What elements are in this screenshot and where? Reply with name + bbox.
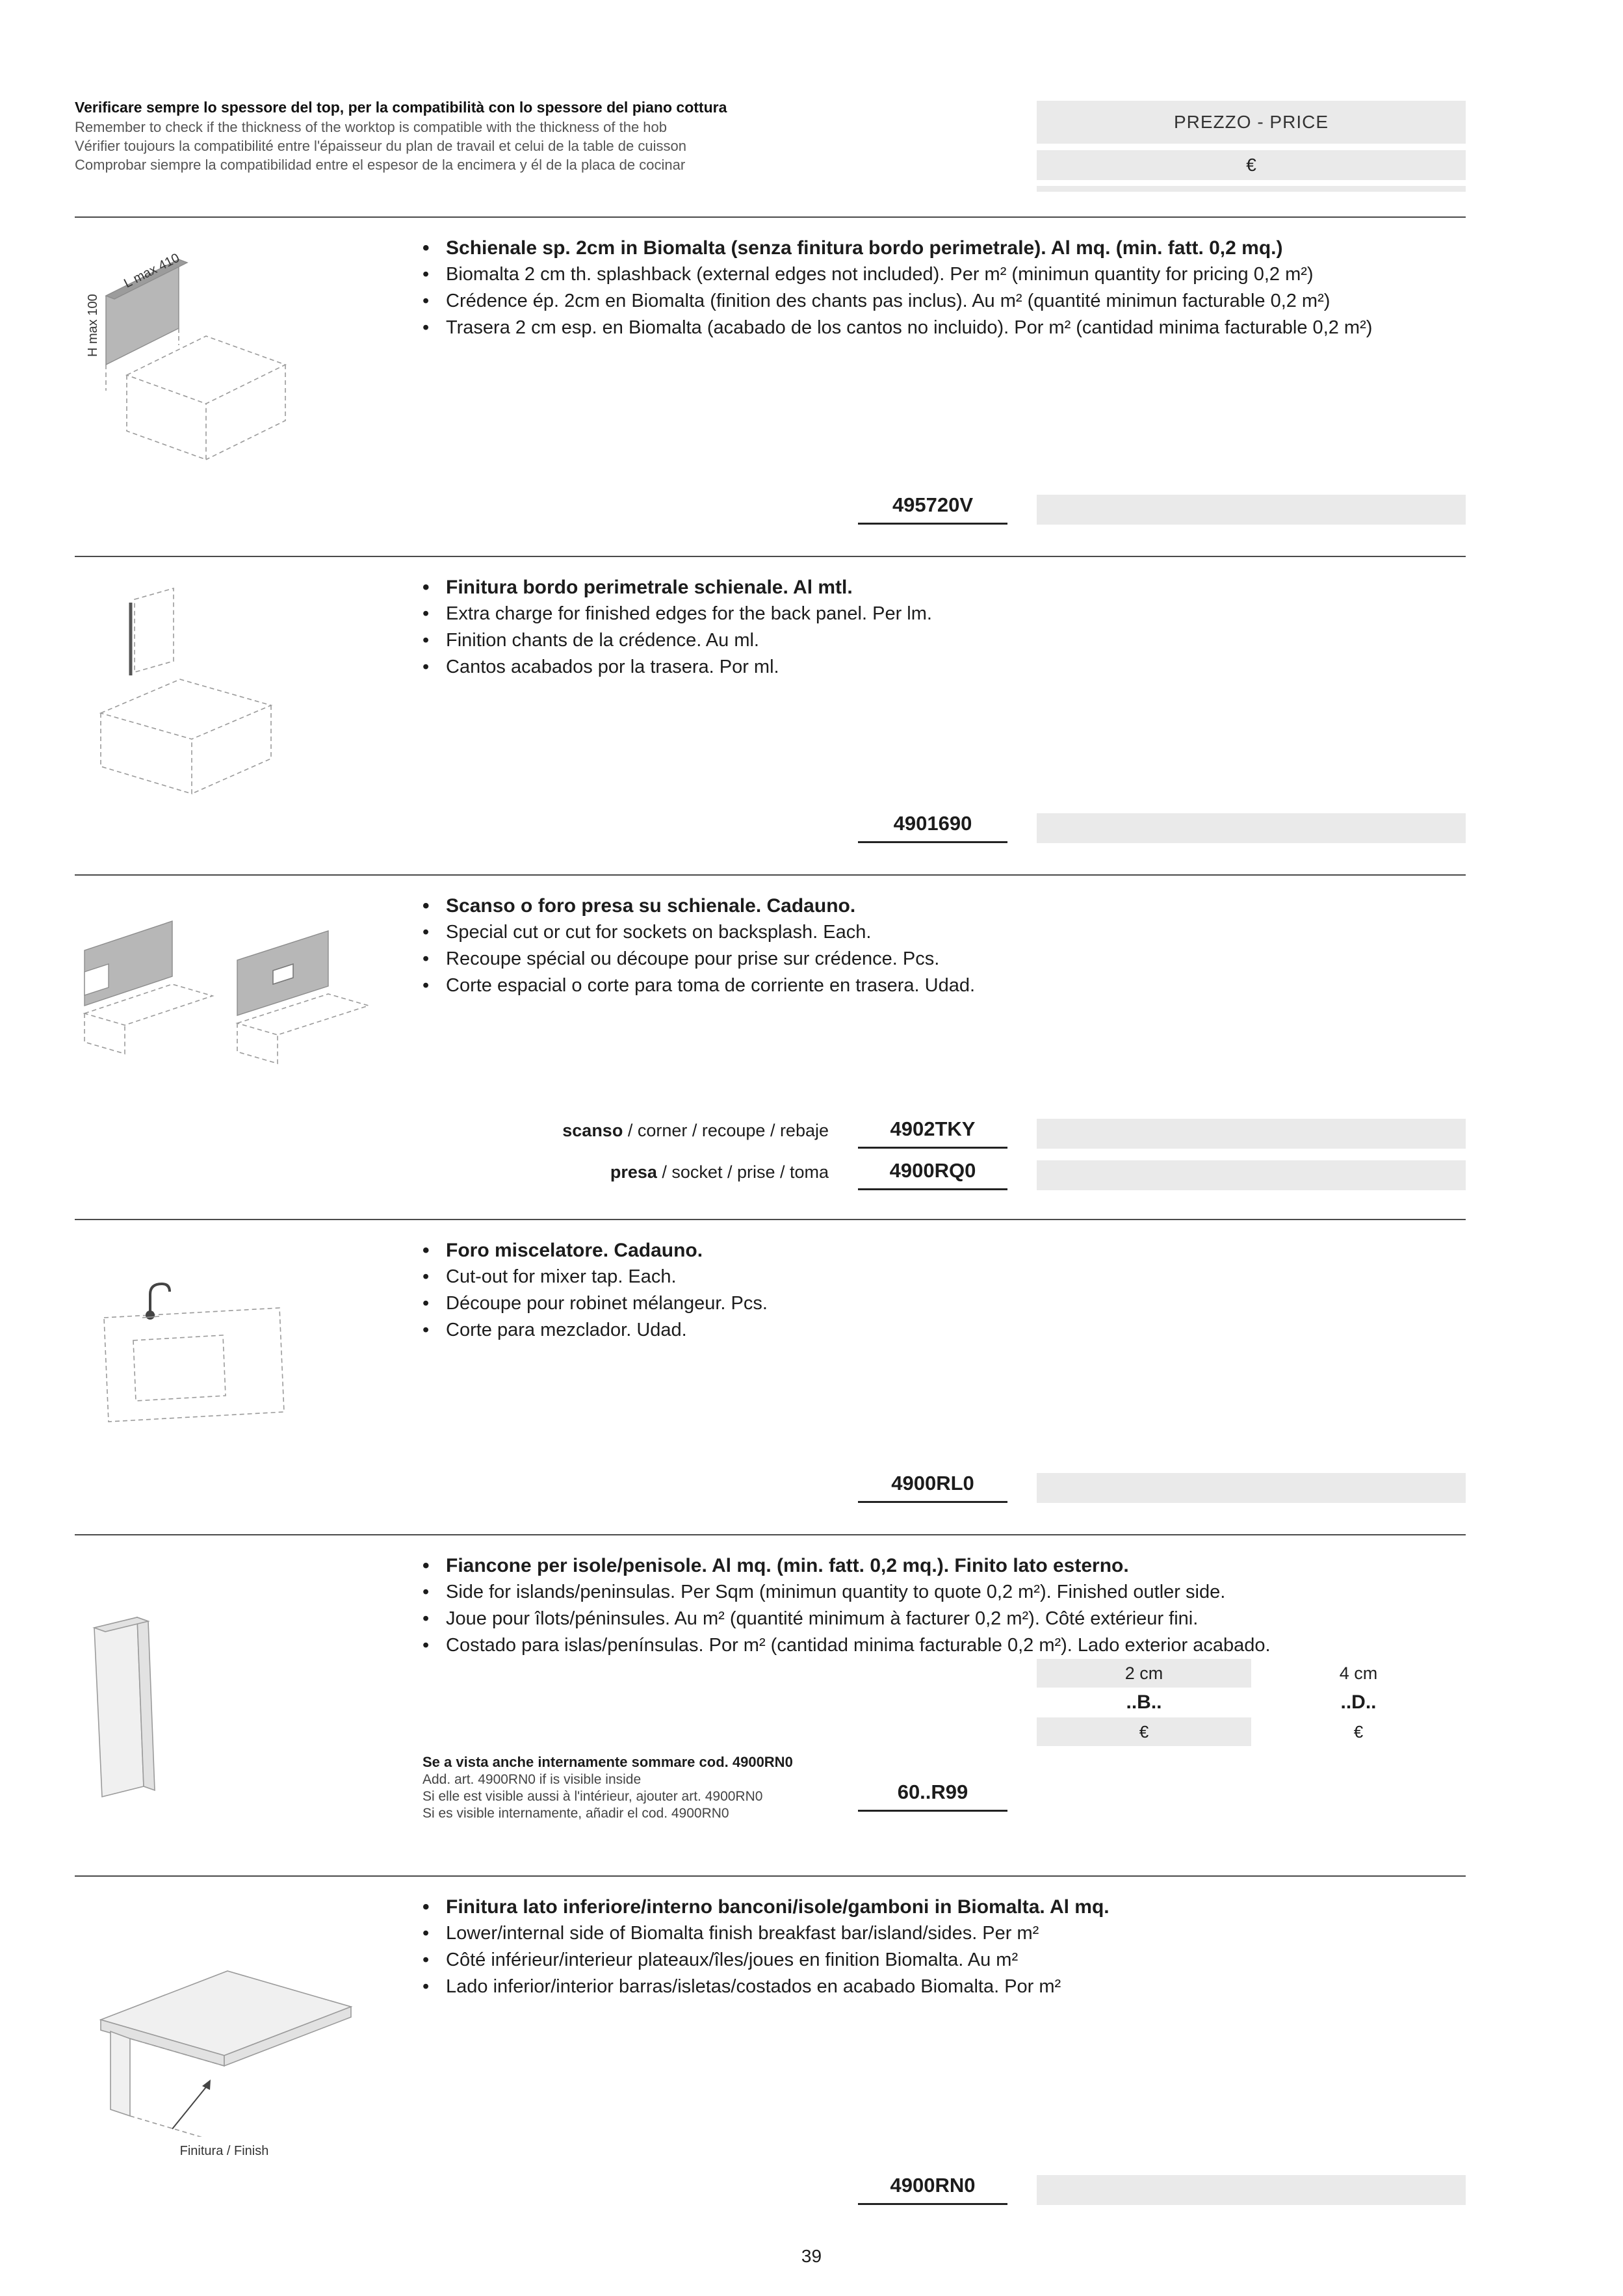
- mixer-cutout-drawing: [88, 1272, 296, 1441]
- product-code: 4900RL0: [858, 1472, 1007, 1503]
- drawing-dim-height: H max 100: [86, 294, 100, 357]
- bullet-dot: •: [422, 1608, 430, 1629]
- price-cell: [1037, 495, 1466, 525]
- code-row-label-rest: / corner / recoupe / rebaje: [623, 1121, 829, 1140]
- section-island-side-panel: [75, 1534, 1466, 1875]
- note-line-en: Add. art. 4900RN0 if is visible inside: [422, 1772, 642, 1787]
- bullet-dot: •: [422, 630, 430, 651]
- bullet-text: Trasera 2 cm esp. en Biomalta (acabado de los cantos no incluido). Por m² (cantidad minima facturable 0,2 m²): [446, 317, 1373, 338]
- code-row-label-bold: presa: [610, 1162, 657, 1182]
- bullet-item: [422, 1264, 1466, 1290]
- bullet-item: [422, 1606, 1466, 1632]
- bullet-text: Biomalta 2 cm th. splashback (external edges not included). Per m² (minimun quantity for pricing 0,2 m²): [446, 264, 1314, 285]
- bullet-dot: •: [422, 1896, 430, 1918]
- section-bullets: [422, 893, 1466, 999]
- price-column-header: [1037, 101, 1466, 192]
- bullet-text: Schienale sp. 2cm in Biomalta (senza finitura bordo perimetrale). Al mq. (min. fatt. 0,2 mq.): [446, 237, 1283, 259]
- bullet-dot: •: [422, 1582, 430, 1602]
- code-price-row: [858, 812, 1466, 843]
- bullet-item: [422, 627, 1466, 654]
- bullet-item: [422, 574, 1466, 601]
- splashback-drawing: [81, 241, 296, 462]
- bullet-item: [422, 1894, 1466, 1920]
- bullet-text: Scanso o foro presa su schienale. Cadauno.: [446, 895, 856, 917]
- bullet-text: Lado inferior/interior barras/isletas/costados en acabado Biomalta. Por m²: [446, 1976, 1061, 1997]
- bullet-item: [422, 288, 1466, 315]
- bullet-item: [422, 1237, 1466, 1264]
- bullet-item: [422, 261, 1466, 288]
- product-code: 4901690: [858, 812, 1007, 843]
- bullet-item: [422, 1947, 1466, 1974]
- code-row-label-rest: / socket / prise / toma: [656, 1162, 829, 1182]
- bullet-item: [422, 1974, 1466, 2000]
- bullet-dot: •: [422, 264, 430, 285]
- underside-finish-drawing: [75, 1948, 374, 2159]
- bullet-dot: •: [422, 1266, 430, 1287]
- inner-visible-note: [422, 1753, 890, 1822]
- code-price-row: [858, 1472, 1466, 1503]
- currency-symbol: €: [1037, 150, 1466, 180]
- bullet-item: [422, 919, 1466, 946]
- thickness-label: 4 cm: [1339, 1663, 1378, 1683]
- price-header-label: PREZZO - PRICE: [1037, 101, 1466, 144]
- bullet-item: [422, 972, 1466, 999]
- thickness-code: ..B..: [1126, 1691, 1162, 1713]
- drawing-caption: Finitura / Finish: [179, 2144, 269, 2158]
- code-price-row: [610, 1159, 1466, 1190]
- bullet-dot: •: [422, 1635, 430, 1656]
- price-cell: [1037, 1473, 1466, 1503]
- price-cell: [1037, 1119, 1466, 1149]
- warning-bold-line: Verificare sempre lo spessore del top, per la compatibilità con lo spessore del piano cottura: [75, 99, 727, 116]
- bullet-text: Foro miscelatore. Cadauno.: [446, 1240, 703, 1261]
- worktop-warning: [75, 98, 972, 174]
- bullet-dot: •: [422, 291, 430, 311]
- bullet-item: [422, 1632, 1466, 1659]
- side-panel-drawing: [75, 1600, 244, 1815]
- drawing-dim-length: L max 410: [122, 250, 182, 291]
- bullet-item: [422, 601, 1466, 627]
- bullet-text: Crédence ép. 2cm en Biomalta (finition des chants pas inclus). Au m² (quantité minimun facturable 0,2 m²): [446, 291, 1331, 311]
- code-price-row: [858, 493, 1466, 525]
- section-bullets: [422, 1237, 1466, 1344]
- product-code: 495720V: [858, 493, 1007, 525]
- section-bullets: [422, 574, 1466, 681]
- bullet-text: Finition chants de la crédence. Au ml.: [446, 630, 759, 651]
- section-socket-cut: [75, 874, 1466, 1219]
- bullet-text: Découpe pour robinet mélangeur. Pcs.: [446, 1293, 768, 1314]
- bullet-dot: •: [422, 922, 430, 943]
- code-price-row: [858, 2174, 1466, 2205]
- product-code: 60..R99: [858, 1781, 1007, 1812]
- bullet-text: Corte espacial o corte para toma de corriente en trasera. Udad.: [446, 975, 976, 996]
- bullet-item: [422, 1552, 1466, 1579]
- bullet-item: [422, 315, 1466, 341]
- bullet-text: Cut-out for mixer tap. Each.: [446, 1266, 677, 1287]
- bullet-item: [422, 654, 1466, 681]
- price-header-strip: [1037, 186, 1466, 192]
- bullet-item: [422, 1290, 1466, 1317]
- edge-finish-drawing: [75, 583, 289, 804]
- bullet-text: Lower/internal side of Biomalta finish breakfast bar/island/sides. Per m²: [446, 1923, 1039, 1944]
- bullet-text: Fiancone per isole/penisole. Al mq. (min. fatt. 0,2 mq.). Finito lato esterno.: [446, 1555, 1129, 1576]
- page-number: 39: [801, 2246, 822, 2266]
- warning-line-en: Remember to check if the thickness of the worktop is compatible with the thickness of the hob: [75, 119, 668, 135]
- section-splashback: [75, 216, 1466, 556]
- section-bullets: [422, 1552, 1466, 1659]
- bullet-dot: •: [422, 237, 430, 259]
- section-underside-finish: [75, 1875, 1466, 2231]
- price-cell: [1037, 813, 1466, 843]
- bullet-text: Cantos acabados por la trasera. Por ml.: [446, 657, 779, 677]
- thickness-currency: €: [1353, 1721, 1364, 1742]
- bullet-text: Finitura bordo perimetrale schienale. Al mtl.: [446, 577, 853, 598]
- bullet-dot: •: [422, 1320, 430, 1340]
- bullet-dot: •: [422, 317, 430, 338]
- product-code: 4900RN0: [858, 2174, 1007, 2205]
- thickness-label: 2 cm: [1037, 1659, 1251, 1688]
- bullet-text: Joue pour îlots/péninsules. Au m² (quantité minimum à facturer 0,2 m²). Côté extérieur fini.: [446, 1608, 1199, 1629]
- bullet-dot: •: [422, 1555, 430, 1576]
- bullet-dot: •: [422, 1293, 430, 1314]
- bullet-dot: •: [422, 975, 430, 996]
- code-row-label-bold: scanso: [562, 1121, 623, 1140]
- bullet-text: Costado para islas/penínsulas. Por m² (cantidad minima facturable 0,2 m²). Lado exterior acabado.: [446, 1635, 1271, 1656]
- bullet-dot: •: [422, 1976, 430, 1997]
- bullet-text: Corte para mezclador. Udad.: [446, 1320, 687, 1340]
- bullet-text: Recoupe spécial ou découpe pour prise sur crédence. Pcs.: [446, 948, 940, 969]
- warning-line-es: Comprobar siempre la compatibilidad entre el espesor de la encimera y él de la placa de cocinar: [75, 157, 686, 173]
- bullet-item: [422, 1579, 1466, 1606]
- bullet-item: [422, 946, 1466, 972]
- code-rows: [562, 1117, 1466, 1190]
- code-row-label: [562, 1121, 829, 1149]
- bullet-dot: •: [422, 657, 430, 677]
- code-price-row: [562, 1117, 1466, 1149]
- section-edge-finish: [75, 556, 1466, 874]
- bullet-item: [422, 893, 1466, 919]
- bullet-dot: •: [422, 895, 430, 917]
- section-mixer-cutout: [75, 1219, 1466, 1534]
- thickness-code: ..D..: [1340, 1691, 1377, 1713]
- bullet-dot: •: [422, 1923, 430, 1944]
- bullet-dot: •: [422, 948, 430, 969]
- bullet-dot: •: [422, 603, 430, 624]
- bullet-dot: •: [422, 577, 430, 598]
- section-bullets: [422, 235, 1466, 341]
- bullet-text: Extra charge for finished edges for the back panel. Per lm.: [446, 603, 932, 624]
- bullet-text: Special cut or cut for sockets on backsplash. Each.: [446, 922, 872, 943]
- note-line-fr: Si elle est visible aussi à l'intérieur, ajouter art. 4900RN0: [422, 1789, 763, 1804]
- bullet-item: [422, 1920, 1466, 1947]
- code-row-label: [610, 1162, 829, 1190]
- product-code: 4902TKY: [858, 1117, 1007, 1149]
- price-cell: [1037, 1160, 1466, 1190]
- bullet-text: Side for islands/peninsulas. Per Sqm (minimun quantity to quote 0,2 m²). Finished outler side.: [446, 1582, 1226, 1602]
- note-bold-line: Se a vista anche internamente sommare cod. 4900RN0: [422, 1754, 793, 1770]
- bullet-dot: •: [422, 1950, 430, 1970]
- bullet-item: [422, 235, 1466, 261]
- warning-line-fr: Vérifier toujours la compatibilité entre l'épaisseur du plan de travail et celui de la table de cuisson: [75, 138, 686, 154]
- breakfast-bar-drawing: [75, 1948, 374, 2137]
- socket-cut-drawing: [75, 915, 374, 1071]
- bullet-text: Finitura lato inferiore/interno banconi/isole/gamboni in Biomalta. Al mq.: [446, 1896, 1110, 1918]
- bullet-item: [422, 1317, 1466, 1344]
- thickness-column-2cm: [1037, 1659, 1251, 1746]
- bullet-dot: •: [422, 1240, 430, 1261]
- thickness-currency: €: [1037, 1717, 1251, 1746]
- product-code: 4900RQ0: [858, 1159, 1007, 1190]
- bullet-text: Côté inférieur/interieur plateaux/îles/joues en finition Biomalta. Au m²: [446, 1950, 1019, 1970]
- section-bullets: [422, 1894, 1466, 2000]
- price-cell: [1037, 2175, 1466, 2205]
- thickness-column-4cm: [1251, 1659, 1466, 1746]
- thickness-price-table: [1037, 1659, 1466, 1746]
- note-line-es: Si es visible internamente, añadir el cod. 4900RN0: [422, 1806, 729, 1821]
